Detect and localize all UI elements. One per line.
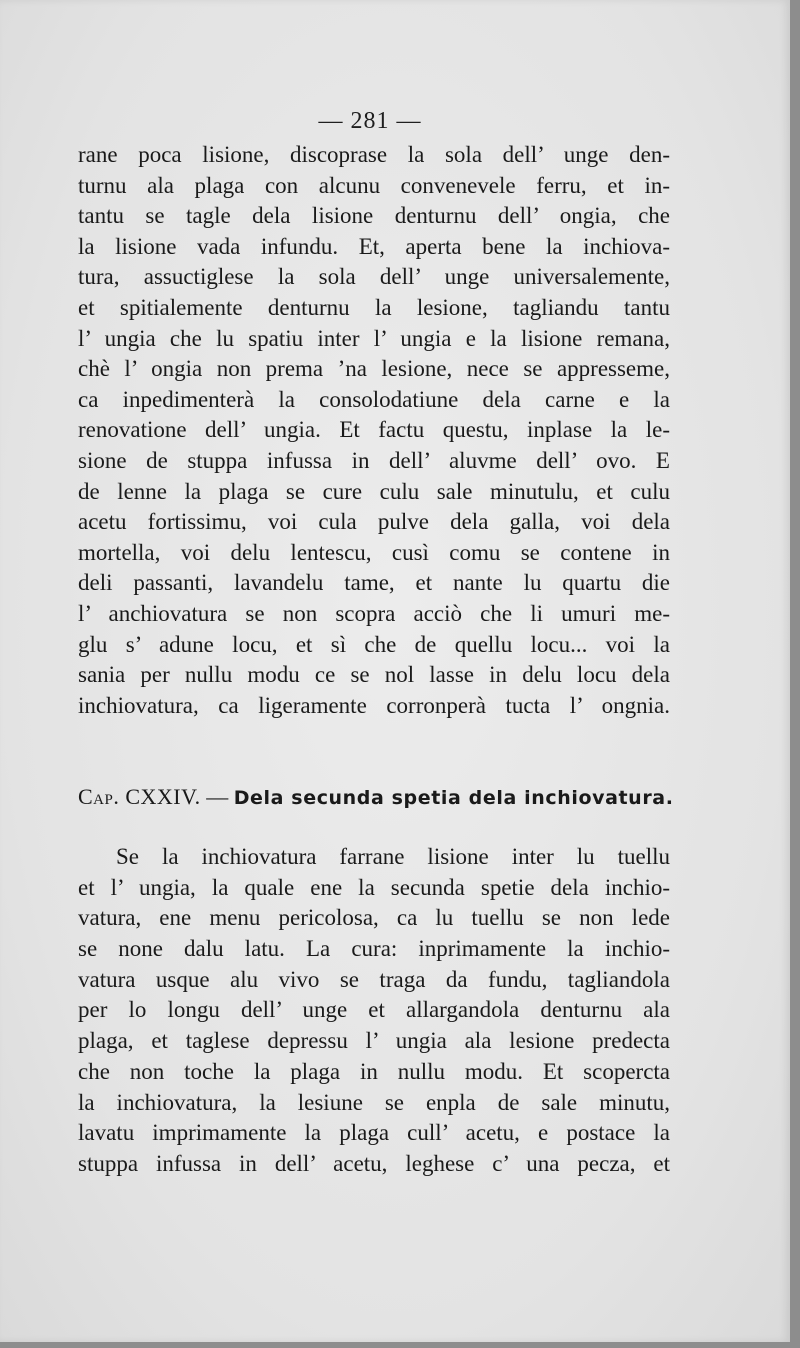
text-line: de lenne la plaga se cure culu sale minutulu, et culu (78, 478, 670, 504)
text-line: vatura usque alu vivo se traga da fundu, tagliandola (78, 966, 670, 992)
text-line: sania per nullu modu ce se nol lasse in delu locu dela (78, 662, 670, 688)
text-line: renovatione dell’ ungia. Et factu questu, inplase la le- (78, 417, 670, 443)
text-line: acetu fortissimu, voi cula pulve dela galla, voi dela (78, 509, 670, 535)
text-line: lavatu imprimamente la plaga cull’ acetu, e postace la (78, 1120, 670, 1146)
text-line: et spitialemente denturnu la lesione, tagliandu tantu (78, 294, 670, 320)
paragraph-1 (78, 140, 670, 721)
text-line: l’ ungia che lu spatiu inter l’ ungia e la lisione remana, (78, 325, 670, 351)
text-line: plaga, et taglese depressu l’ ungia ala lesione predecta (78, 1028, 670, 1054)
text-line: chè l’ ongia non prema ’na lesione, nece se appresseme, (78, 356, 670, 382)
text-line: se none dalu latu. La cura: inprimamente la inchio- (78, 936, 670, 962)
text-line: glu s’ adune locu, et sì che de quellu locu... voi la (78, 631, 670, 657)
text-line: inchiovatura, ca ligeramente corronperà tucta l’ ongnia. (78, 692, 670, 718)
text-line: rane poca lisione, discoprase la sola dell’ unge den- (78, 142, 670, 167)
text-line: vatura, ene menu pericolosa, ca lu tuellu se non lede (78, 905, 670, 931)
text-line: l’ anchiovatura se non scopra acciò che li umuri me- (78, 600, 670, 626)
text-line: stuppa infussa in dell’ acetu, leghese c’ una pecza, et (78, 1150, 670, 1176)
chapter-heading (78, 784, 674, 810)
text-line: ca inpedimenterà la consolodatiune dela carne e la (78, 386, 670, 412)
text-line: la lisione vada infundu. Et, aperta bene la inchiova- (78, 233, 670, 259)
text-line: che non toche la plaga in nullu modu. Et scopercta (78, 1058, 670, 1084)
chapter-title: Dela secunda spetia dela inchiovatura. (233, 787, 674, 809)
paragraph-2 (78, 842, 670, 1180)
text-line: per lo longu dell’ unge et allargandola denturnu ala (78, 997, 670, 1023)
text-line: turnu ala plaga con alcunu convenevele ferru, et in- (78, 172, 670, 198)
text-line: tura, assuctiglese la sola dell’ unge universalemente, (78, 264, 670, 290)
text-line: Se la inchiovatura farrane lisione inter lu tuellu (116, 844, 670, 869)
heading-dash: — (200, 784, 234, 809)
text-line: tantu se tagle dela lisione denturnu dell’ ongia, che (78, 203, 670, 229)
text-line: deli passanti, lavandelu tame, et nante lu quartu die (78, 570, 670, 596)
text-line: mortella, voi delu lentescu, cusì comu se contene in (78, 539, 670, 565)
page-number: — 281 — (318, 108, 422, 134)
chapter-number: Cap. CXXIV. (78, 784, 201, 809)
text-line: sione de stuppa infussa in dell’ aluvme dell’ ovo. E (78, 447, 670, 473)
text-line: la inchiovatura, la lesiune se enpla de sale minutu, (78, 1089, 670, 1115)
text-line: et l’ ungia, la quale ene la secunda spetie dela inchio- (78, 874, 670, 900)
